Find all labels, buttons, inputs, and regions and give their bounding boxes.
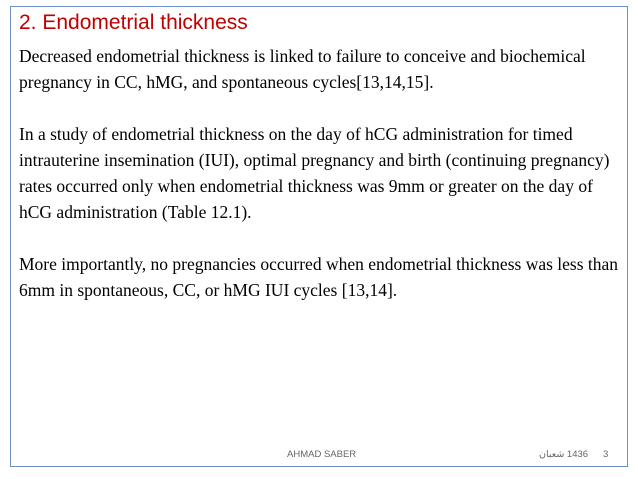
footer-date: 1436 شعبان xyxy=(539,449,589,460)
paragraph-no-pregnancies: More importantly, no pregnancies occurred when endometrial thickness was less than 6mm in spontaneous, CC, or hMG IUI cycles [13,14]. xyxy=(19,254,619,300)
slide-frame xyxy=(10,6,628,467)
paragraph-hcg-study: In a study of endometrial thickness on the day of hCG administration for timed intrauterine insemination (IUI), optimal pregnancy and birth (continuing pregnancy) rates occurred only when endometrial thickness was 9mm or greater on the day of hCG administration (Table 12.1). xyxy=(19,124,610,222)
slide-body xyxy=(19,43,624,303)
footer-page-number: 3 xyxy=(603,449,609,460)
slide-title: 2. Endometrial thickness xyxy=(19,11,248,34)
footer-author: AHMAD SABER xyxy=(287,449,357,460)
paragraph-endometrial-failure: Decreased endometrial thickness is linked to failure to conceive and biochemical pregnancy in CC, hMG, and spontaneous cycles[13,14,15]. xyxy=(19,46,586,92)
